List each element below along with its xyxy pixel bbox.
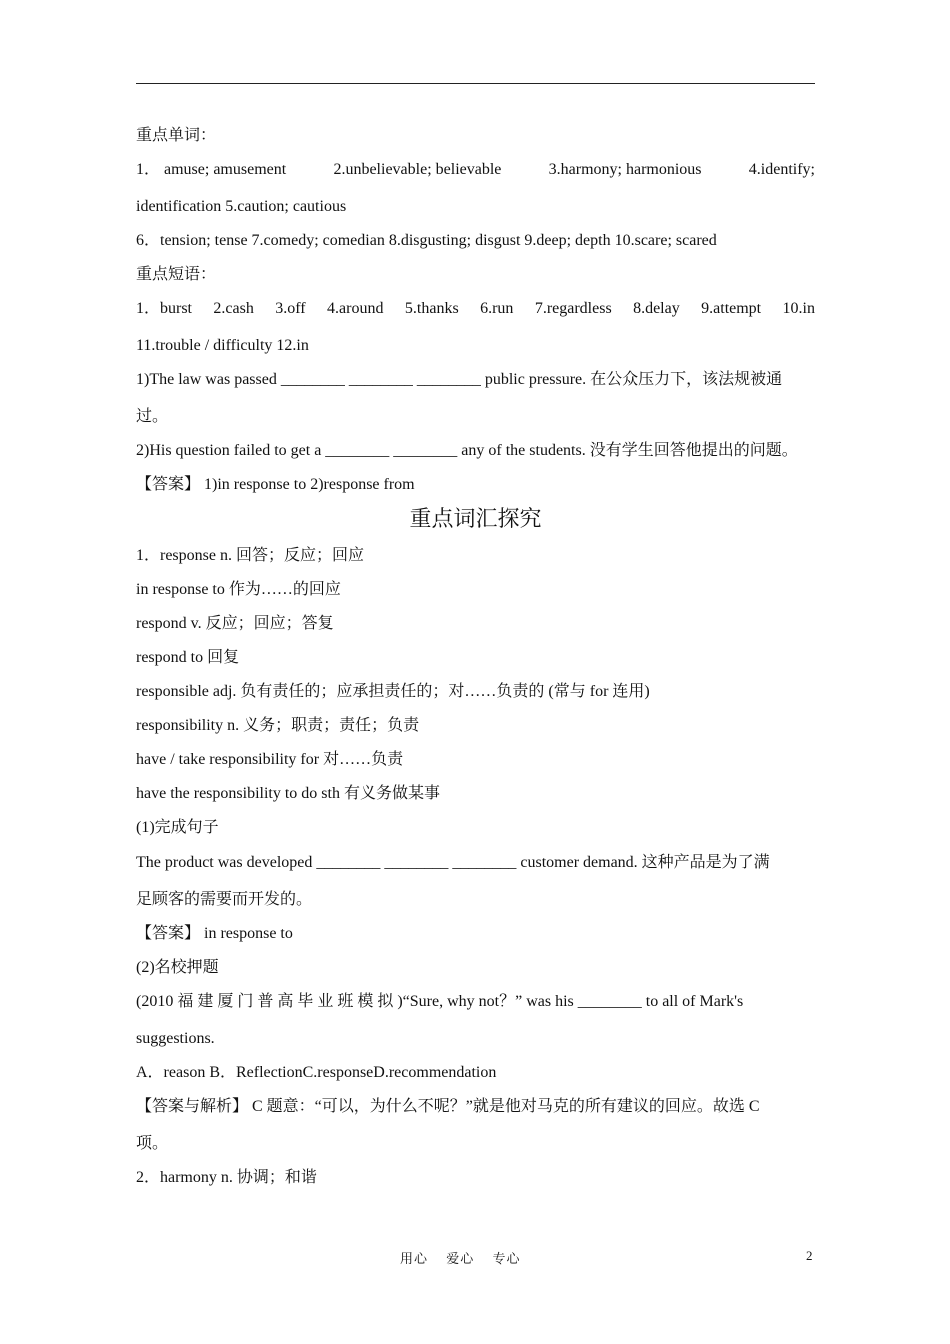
word-item: 4.identify; — [748, 161, 815, 178]
header-rule — [136, 83, 815, 84]
exercise-sentence-1-cont: 过。 — [136, 408, 169, 425]
phrase-item: 10.in — [782, 300, 815, 317]
vocab-line: responsibility n. 义务；职责；责任；负责 — [136, 717, 420, 734]
answer-analysis: 【答案与解析】 C 题意：“可以，为什么不呢？”就是他对马克的所有建议的回应。故选 C — [136, 1098, 760, 1115]
exam-question-text: (2010 福 建 厦 门 普 高 毕 业 班 模 拟 )“Sure, why not？” was his ________ to all of Mark's — [136, 993, 744, 1010]
answer-line: 【答案】 in response to — [136, 925, 293, 942]
answer-analysis-cont: 项。 — [136, 1135, 169, 1152]
exam-question-text-cont: suggestions. — [136, 1030, 215, 1047]
key-words-line-3: 6．tension; tense 7.comedy; comedian 8.disgusting; disgust 9.deep; depth 10.scare; scared — [136, 232, 717, 249]
vocab-line: have / take responsibility for 对……负责 — [136, 751, 404, 768]
phrase-item: 5.thanks — [404, 300, 459, 317]
key-words-line-1 — [136, 152, 815, 188]
section-heading: 重点词汇探究 — [409, 506, 542, 531]
exercise-sentence-3: The product was developed ________ ________ ________ customer demand. 这种产品是为了满 — [136, 854, 770, 871]
phrase-item: 7.regardless — [534, 300, 612, 317]
phrase-item: 2.cash — [213, 300, 254, 317]
subsection-complete-sentence: (1)完成句子 — [136, 819, 219, 836]
answer-line: 【答案】 1)in response to 2)response from — [136, 476, 415, 493]
phrase-item: 8.delay — [633, 300, 680, 317]
exam-question-options: A．reason B．ReflectionC.responseD.recommendation — [136, 1064, 497, 1081]
word-item: 3.harmony; harmonious — [548, 161, 702, 178]
section-label-key-phrases: 重点短语： — [136, 266, 217, 283]
vocab-line: respond to 回复 — [136, 649, 240, 666]
word-item: 1． amuse; amusement — [136, 161, 287, 178]
vocab-entry-response: 1．response n. 回答；反应；回应 — [136, 547, 364, 564]
page-number: 2 — [806, 1248, 813, 1263]
subsection-exam-question: (2)名校押题 — [136, 959, 219, 976]
vocab-line: in response to 作为……的回应 — [136, 581, 341, 598]
vocab-line: responsible adj. 负有责任的；应承担责任的；对……负责的 (常与 for 连用) — [136, 683, 650, 700]
key-words-line-2: identification 5.caution; cautious — [136, 198, 347, 215]
footer-motto: 用心 爱心 专心 — [400, 1251, 521, 1266]
phrase-item: 9.attempt — [701, 300, 762, 317]
vocab-line: respond v. 反应；回应；答复 — [136, 615, 334, 632]
exercise-sentence-2: 2)His question failed to get a ________ ________ any of the students. 没有学生回答他提出的问题。 — [136, 442, 798, 459]
phrase-item: 6.run — [480, 300, 514, 317]
phrase-item: 4.around — [327, 300, 384, 317]
key-phrases-line-2: 11.trouble / difficulty 12.in — [136, 337, 309, 354]
section-label-key-words: 重点单词： — [136, 127, 217, 144]
exercise-sentence-1: 1)The law was passed ________ ________ ________ public pressure. 在公众压力下，该法规被通 — [136, 371, 783, 388]
word-item: 2.unbelievable; believable — [333, 161, 502, 178]
exercise-sentence-3-cont: 足顾客的需要而开发的。 — [136, 891, 313, 908]
vocab-entry-harmony: 2．harmony n. 协调；和谐 — [136, 1169, 317, 1186]
vocab-line: have the responsibility to do sth 有义务做某事 — [136, 785, 440, 802]
key-phrases-line-1 — [136, 291, 815, 327]
phrase-item: 1．burst — [136, 300, 193, 317]
phrase-item: 3.off — [275, 300, 306, 317]
